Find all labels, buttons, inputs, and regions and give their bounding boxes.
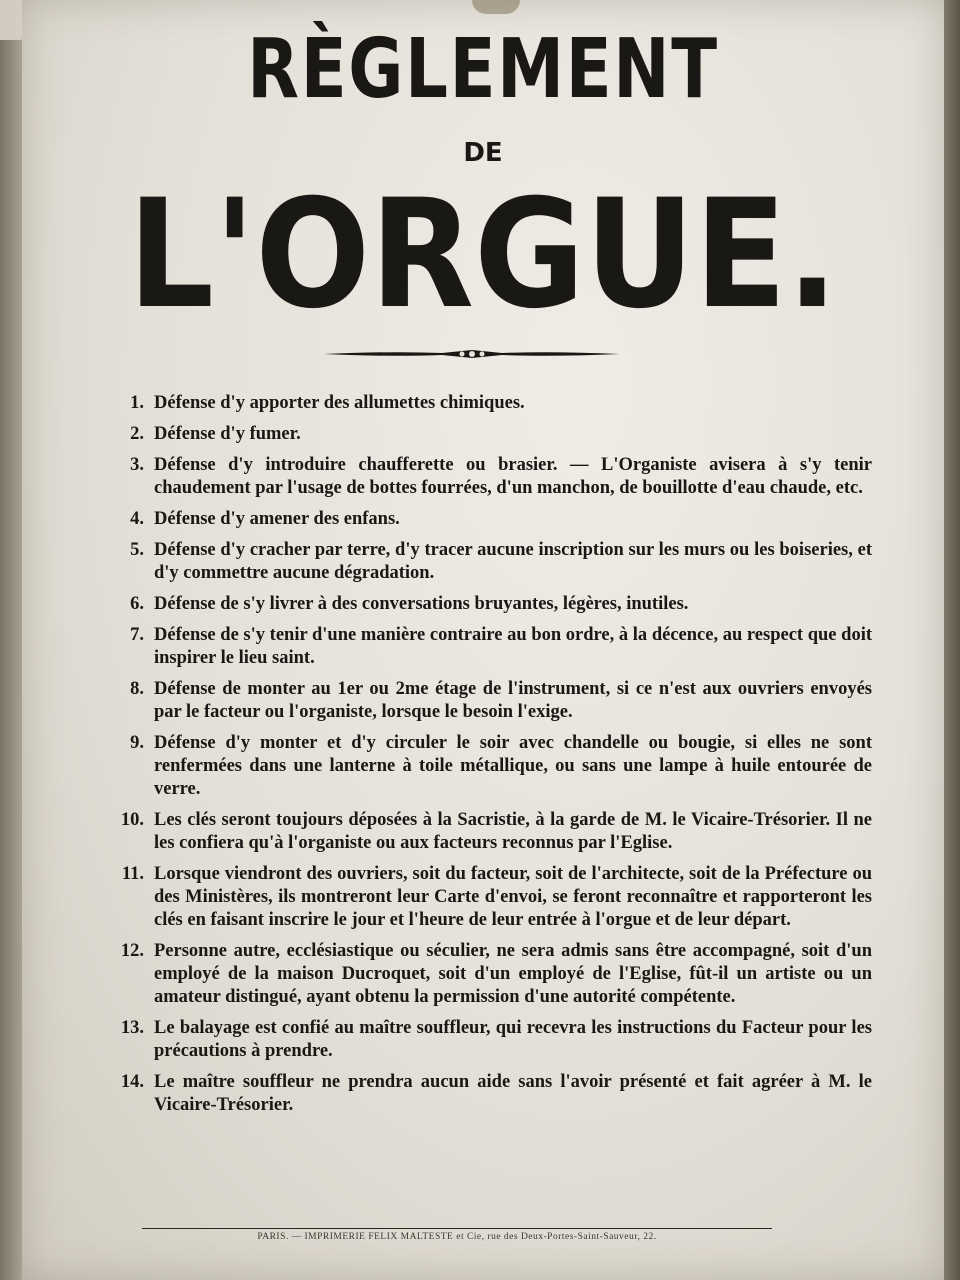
rule-number: 13. xyxy=(120,1018,144,1038)
rule-number: 5. xyxy=(130,540,144,560)
rule-number: 3. xyxy=(130,455,144,475)
rule-item xyxy=(92,678,872,724)
rule-text: Défense d'y monter et d'y circuler le soir avec chandelle ou bougie, si elles ne sont renfermées dans une lanterne à toile métallique, ou sans une lampe à huile entourée de verre. xyxy=(154,733,872,799)
rule-number: 12. xyxy=(120,941,144,961)
rule-item xyxy=(92,454,872,500)
rule-item xyxy=(92,1071,872,1117)
rule-item xyxy=(92,732,872,801)
ornament-divider xyxy=(322,346,622,362)
rule-number: 1. xyxy=(130,393,144,413)
footer-rule xyxy=(142,1228,772,1229)
rule-text: Défense d'y cracher par terre, d'y tracer aucune inscription sur les murs ou les boiseries, et d'y commettre aucune dégradation. xyxy=(154,540,872,583)
rule-item xyxy=(92,863,872,932)
rule-text: Défense de s'y livrer à des conversations bruyantes, légères, inutiles. xyxy=(154,594,689,614)
rule-text: Les clés seront toujours déposées à la Sacristie, à la garde de M. le Vicaire-Trésorier. Il ne les confiera qu'à l'organiste ou aux facteurs reconnus par l'Eglise. xyxy=(154,810,872,853)
rule-text: Défense de monter au 1er ou 2me étage de l'instrument, si ce n'est aux ouvriers envoyés par le facteur ou l'organiste, lorsque le besoin l'exige. xyxy=(154,679,872,722)
nail-mark xyxy=(472,0,520,14)
rule-item xyxy=(92,539,872,585)
rule-item xyxy=(92,508,872,531)
rule-number: 6. xyxy=(130,594,144,614)
rule-number: 9. xyxy=(130,733,144,753)
rule-item xyxy=(92,624,872,670)
rule-text: Personne autre, ecclésiastique ou séculier, ne sera admis sans être accompagné, soit d'un employé de la maison Ducroquet, soit d'un employé de l'Eglise, fût-il un artiste ou un amateur distingué, ayant obtenu la permission d'une autorité compétente. xyxy=(154,941,872,1007)
rule-text: Défense d'y fumer. xyxy=(154,424,301,444)
rule-number: 2. xyxy=(130,424,144,444)
rule-item xyxy=(92,593,872,616)
rule-text: Défense d'y amener des enfans. xyxy=(154,509,400,529)
rule-item xyxy=(92,392,872,415)
rule-number: 14. xyxy=(120,1072,144,1092)
rule-text: Défense d'y introduire chaufferette ou brasier. — L'Organiste avisera à s'y tenir chaudement par l'usage de bottes fourrées, d'un manchon, de bouillotte d'eau chaude, etc. xyxy=(154,455,872,498)
rules-list xyxy=(92,392,872,1125)
rule-number: 10. xyxy=(120,810,144,830)
rule-number: 8. xyxy=(130,679,144,699)
rule-number: 4. xyxy=(130,509,144,529)
rule-number: 11. xyxy=(121,864,144,884)
printer-imprint: PARIS. — IMPRIMERIE FELIX MALTESTE et Cie, rue des Deux-Portes-Saint-Sauveur, 22. xyxy=(257,1232,657,1242)
title-reglement: RÈGLEMENT xyxy=(247,22,719,117)
rule-number: 7. xyxy=(130,625,144,645)
title-de: DE xyxy=(463,138,503,168)
rule-item xyxy=(92,1017,872,1063)
rule-text: Le balayage est confié au maître souffleur, qui recevra les instructions du Facteur pour les précautions à prendre. xyxy=(154,1018,872,1061)
rule-item xyxy=(92,423,872,446)
rule-text: Défense d'y apporter des allumettes chimiques. xyxy=(154,393,525,413)
rule-item xyxy=(92,809,872,855)
poster xyxy=(22,0,944,1280)
rule-text: Le maître souffleur ne prendra aucun aide sans l'avoir présenté et fait agréer à M. le Vicaire-Trésorier. xyxy=(154,1072,872,1115)
rule-item xyxy=(92,940,872,1009)
rule-text: Défense de s'y tenir d'une manière contraire au bon ordre, à la décence, au respect que doit inspirer le lieu saint. xyxy=(154,625,872,668)
rule-text: Lorsque viendront des ouvriers, soit du facteur, soit de l'architecte, soit de la Préfecture ou des Ministères, ils montreront leur Carte d'envoi, se feront reconnaître et rapporteront les clés en faisant inscrire le jour et l'heure de leur entrée à l'orgue et de leur départ. xyxy=(154,864,872,930)
title-orgue: L'ORGUE. xyxy=(127,168,839,342)
